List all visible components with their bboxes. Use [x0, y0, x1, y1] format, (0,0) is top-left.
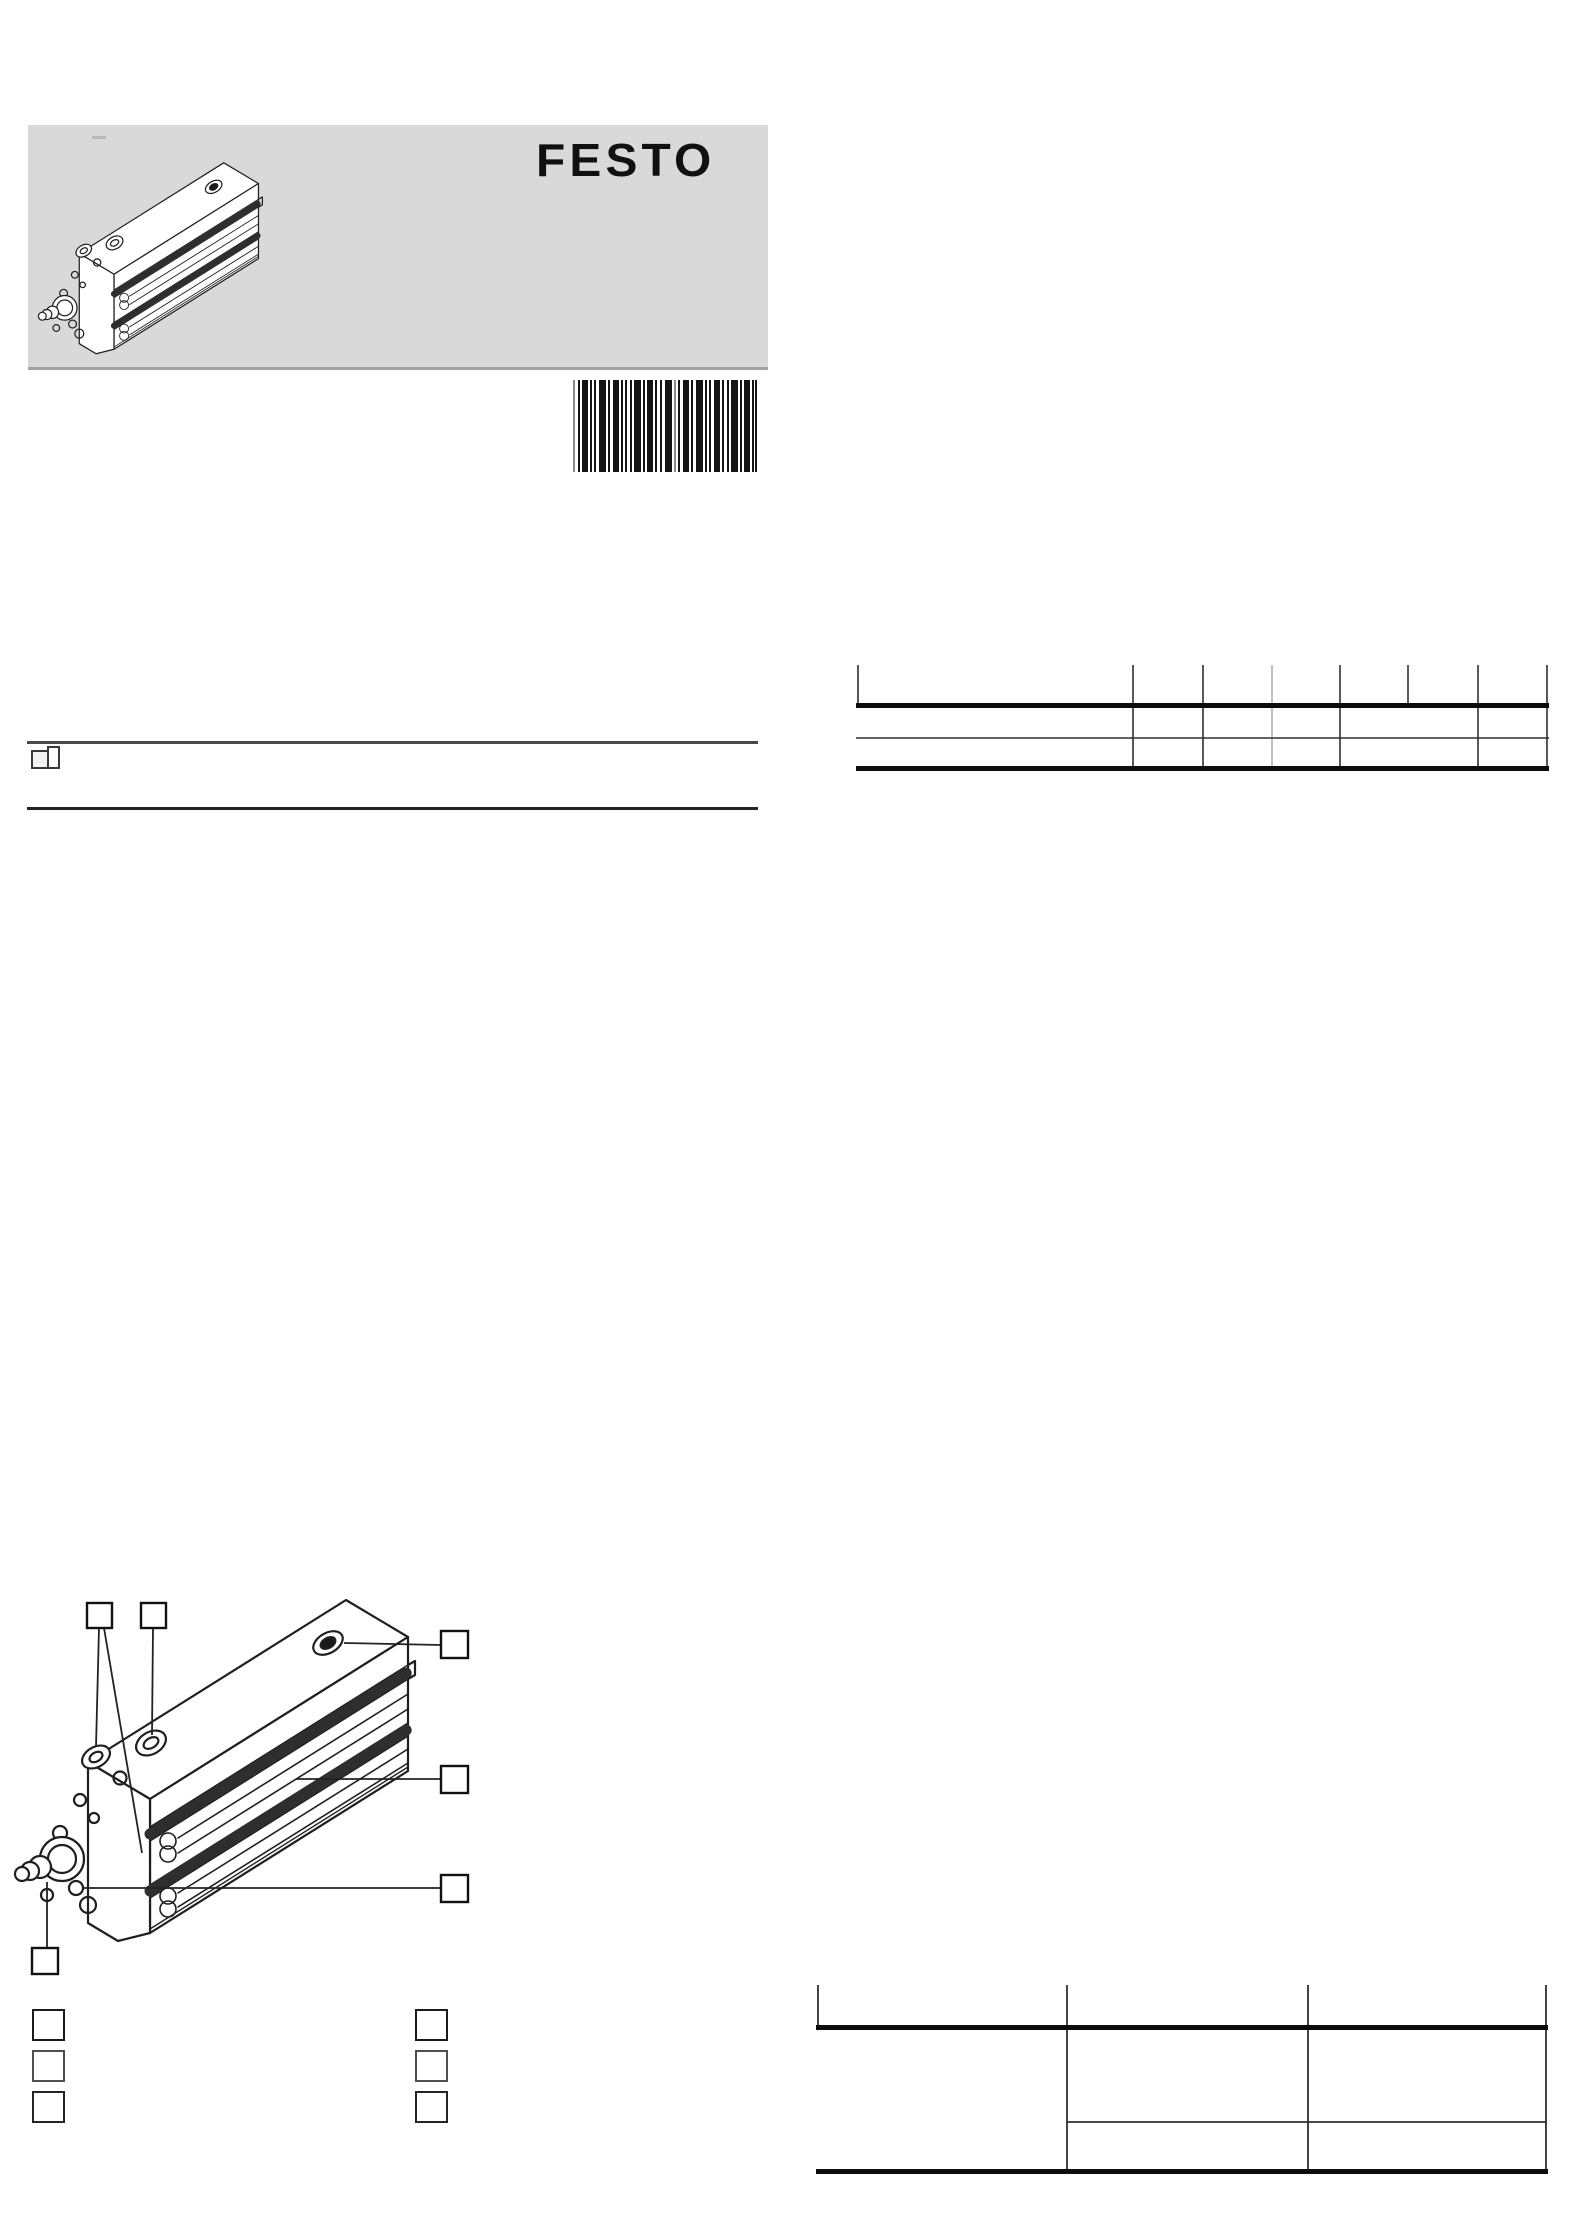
callout-box-5 — [441, 1875, 468, 1902]
legend-box — [32, 2009, 65, 2041]
note-rule-top — [27, 741, 758, 744]
note-rule-bottom — [27, 807, 758, 810]
product-illustration — [0, 1595, 500, 1995]
brand-logo: FESTO — [536, 134, 716, 186]
legend-box — [32, 2050, 65, 2082]
callout-box-1 — [87, 1603, 112, 1628]
legend-box — [32, 2091, 65, 2123]
product-drawing-small — [30, 160, 310, 384]
barcode — [573, 380, 757, 472]
legend-box — [415, 2091, 448, 2123]
document-note-icon — [30, 745, 72, 773]
hero-panel — [28, 125, 768, 370]
callout-box-4 — [441, 1766, 468, 1793]
spec-table-top — [850, 658, 1560, 783]
callout-box-2 — [141, 1603, 166, 1628]
callout-box-6 — [32, 1948, 58, 1974]
callout-box-3 — [441, 1631, 468, 1658]
legend-box — [415, 2050, 448, 2082]
spec-table-bottom — [810, 1980, 1560, 2180]
legend-box — [415, 2009, 448, 2041]
scan-artifact-dash — [92, 136, 106, 139]
